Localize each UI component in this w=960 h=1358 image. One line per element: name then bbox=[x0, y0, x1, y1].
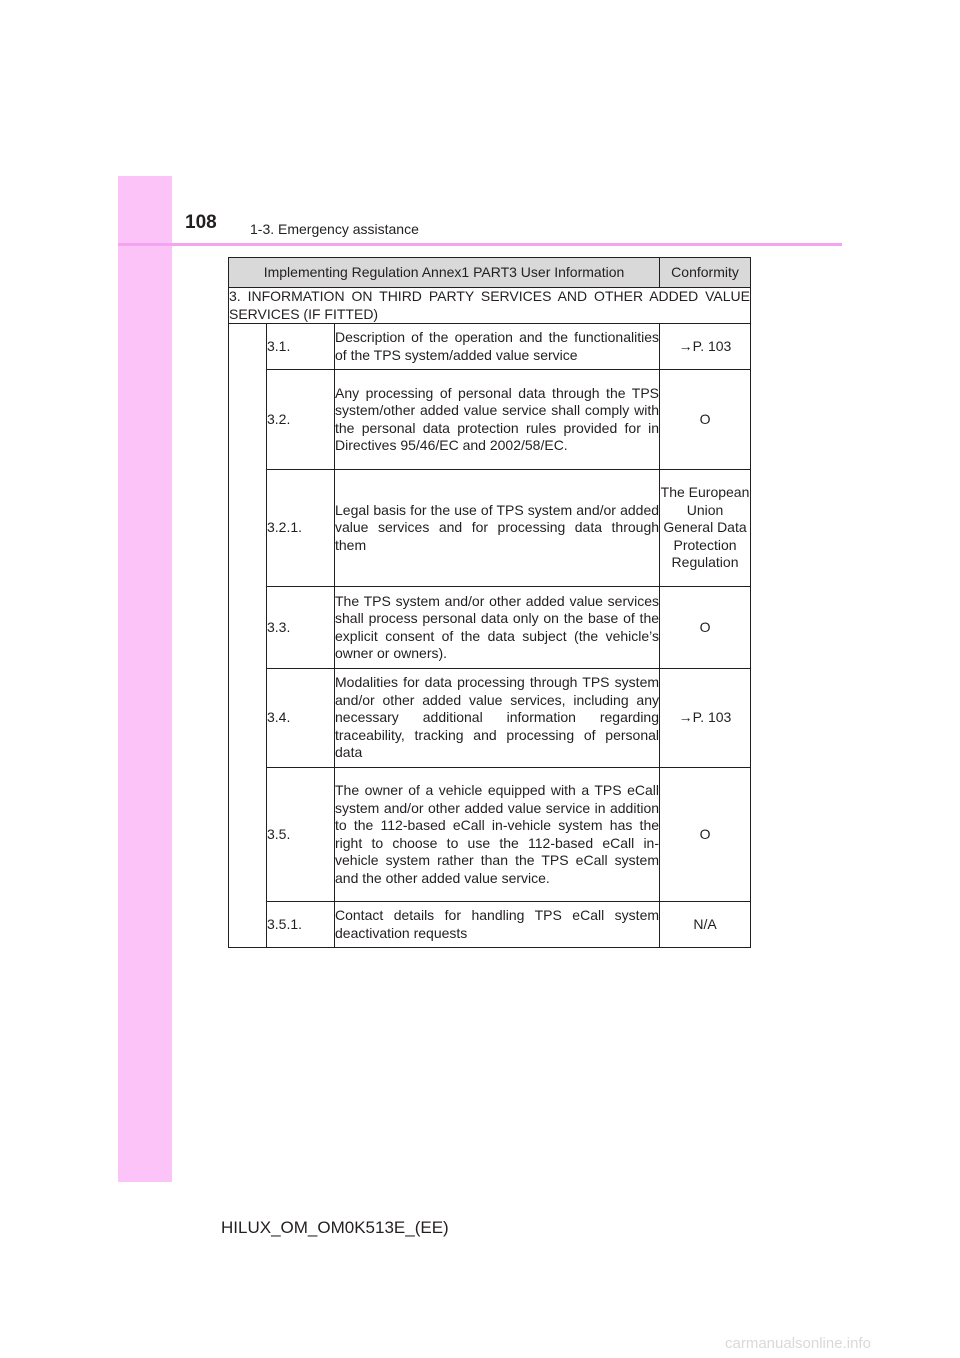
table-row bbox=[229, 470, 751, 587]
table-row bbox=[229, 370, 751, 470]
table-row bbox=[229, 324, 751, 370]
row-number: 3.5.1. bbox=[267, 902, 335, 948]
row-description: Modalities for data processing through TPS system and/or other added value services, including any necessary additional information regarding traceability, tracking and processing of personal data bbox=[335, 669, 660, 768]
document-code: HILUX_OM_OM0K513E_(EE) bbox=[221, 1218, 449, 1237]
column-header-information: Implementing Regulation Annex1 PART3 User Information bbox=[229, 258, 660, 288]
row-number: 3.4. bbox=[267, 669, 335, 768]
section-title: 1-3. Emergency assistance bbox=[250, 221, 419, 237]
header-rule bbox=[118, 243, 842, 246]
row-number: 3.1. bbox=[267, 324, 335, 370]
indent-cell bbox=[229, 324, 267, 948]
row-conformity: N/A bbox=[660, 902, 751, 948]
row-conformity: O bbox=[660, 587, 751, 669]
row-conformity: →P. 103 bbox=[660, 669, 751, 768]
row-conformity: →P. 103 bbox=[660, 324, 751, 370]
table-row bbox=[229, 587, 751, 669]
user-information-table bbox=[228, 257, 751, 948]
row-description: The owner of a vehicle equipped with a TPS eCall system and/or other added value service in addition to the 112-based eCall in-vehicle system has the right to choose to use the 112-based eCall in-vehicle system rather than the TPS eCall system and the other added value service. bbox=[335, 768, 660, 902]
section-heading: 3. INFORMATION ON THIRD PARTY SERVICES AND OTHER ADDED VALUE SERVICES (IF FITTED) bbox=[229, 288, 751, 322]
row-description: The TPS system and/or other added value services shall process personal data only on the base of the explicit consent of the data subject (the vehicle’s owner or owners). bbox=[335, 587, 660, 669]
table-row bbox=[229, 902, 751, 948]
row-description: Any processing of personal data through the TPS system/other added value service shall comply with the personal data protection rules provided for in Directives 95/46/EC and 2002/58/EC. bbox=[335, 370, 660, 470]
row-number: 3.2.1. bbox=[267, 470, 335, 587]
column-header-conformity: Conformity bbox=[660, 258, 751, 288]
row-description: Contact details for handling TPS eCall system deactivation requests bbox=[335, 902, 660, 948]
row-conformity: O bbox=[660, 370, 751, 470]
row-description: Description of the operation and the functionalities of the TPS system/added value service bbox=[335, 324, 660, 370]
page-number: 108 bbox=[185, 212, 217, 233]
table-row bbox=[229, 669, 751, 768]
table-row bbox=[229, 768, 751, 902]
section-heading-row bbox=[229, 288, 751, 324]
table-header-row bbox=[229, 258, 751, 288]
row-number: 3.3. bbox=[267, 587, 335, 669]
row-conformity: The European Union General Data Protection Regulation bbox=[660, 470, 751, 587]
row-conformity: O bbox=[660, 768, 751, 902]
watermark-text: carmanualsonline.info bbox=[725, 1335, 871, 1352]
side-color-band bbox=[118, 176, 172, 1182]
row-description: Legal basis for the use of TPS system and/or added value services and for processing data through them bbox=[335, 470, 660, 587]
row-number: 3.2. bbox=[267, 370, 335, 470]
row-number: 3.5. bbox=[267, 768, 335, 902]
